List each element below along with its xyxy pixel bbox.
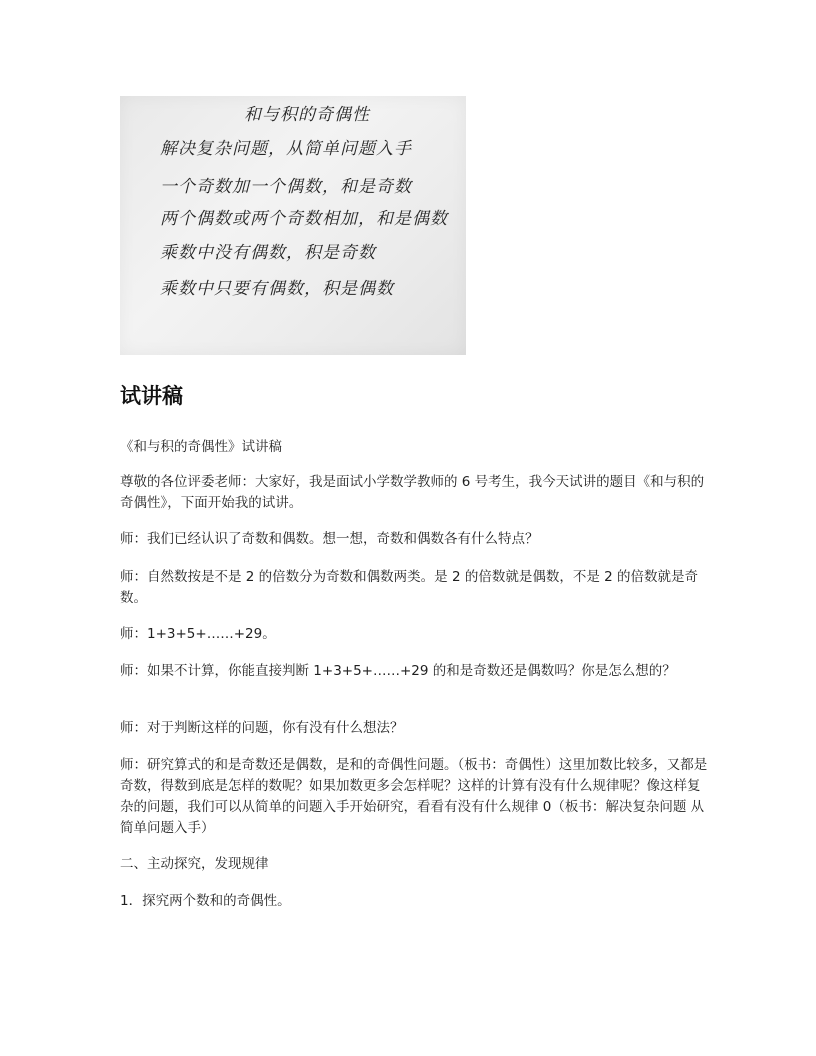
paragraph-greeting: 尊敬的各位评委老师：大家好，我是面试小学数学教师的 6 号考生，我今天试讲的题目《和与积的奇偶性》，下面开始我的试讲。 xyxy=(120,474,705,511)
doc-title-line: 《和与积的奇偶性》试讲稿 xyxy=(120,439,282,455)
board-line-3: 两个偶数或两个奇数相加，和是偶数 xyxy=(160,209,448,229)
board-line-4: 乘数中没有偶数，积是奇数 xyxy=(160,243,376,263)
paragraph-judge-question: 师：如果不计算，你能直接判断 1+3+5+……+29 的和是奇数还是偶数吗？你是怎么想的？ xyxy=(120,663,676,679)
section-explore: 二、主动探究，发现规律 xyxy=(120,856,269,872)
board-title: 和与积的奇偶性 xyxy=(244,105,370,125)
paragraph-ideas: 师：对于判断这样的问题，你有没有什么想法？ xyxy=(120,720,404,736)
board-line-2: 一个奇数加一个偶数，和是奇数 xyxy=(160,177,412,197)
paragraph-question-features: 师：我们已经认识了奇数和偶数。想一想，奇数和偶数各有什么特点？ xyxy=(120,531,539,547)
subsection-two-sum: 1．探究两个数和的奇偶性。 xyxy=(120,893,291,909)
paragraph-sum-expression: 师：1+3+5+……+29。 xyxy=(120,626,276,642)
paragraph-research: 师：研究算式的和是奇数还是偶数，是和的奇偶性问题。（板书：奇偶性）这里加数比较多，又都是奇数，得数到底是怎样的数呢？如果加数更多会怎样呢？这样的计算有没有什么规律呢？像这样复杂的问题，我们可以从简单的问题入手开始研究，看看有没有什么规律 0（板书：解决复杂问题 从简单问题入手） xyxy=(120,757,708,836)
section-heading: 试讲稿 xyxy=(120,384,183,408)
blackboard-photo xyxy=(120,96,466,355)
paragraph-definition: 师：自然数按是不是 2 的倍数分为奇数和偶数两类。是 2 的倍数就是偶数，不是 2 的倍数就是奇数。 xyxy=(120,569,699,606)
board-line-5: 乘数中只要有偶数，积是偶数 xyxy=(160,279,394,299)
board-line-1: 解决复杂问题，从简单问题入手 xyxy=(160,139,412,159)
